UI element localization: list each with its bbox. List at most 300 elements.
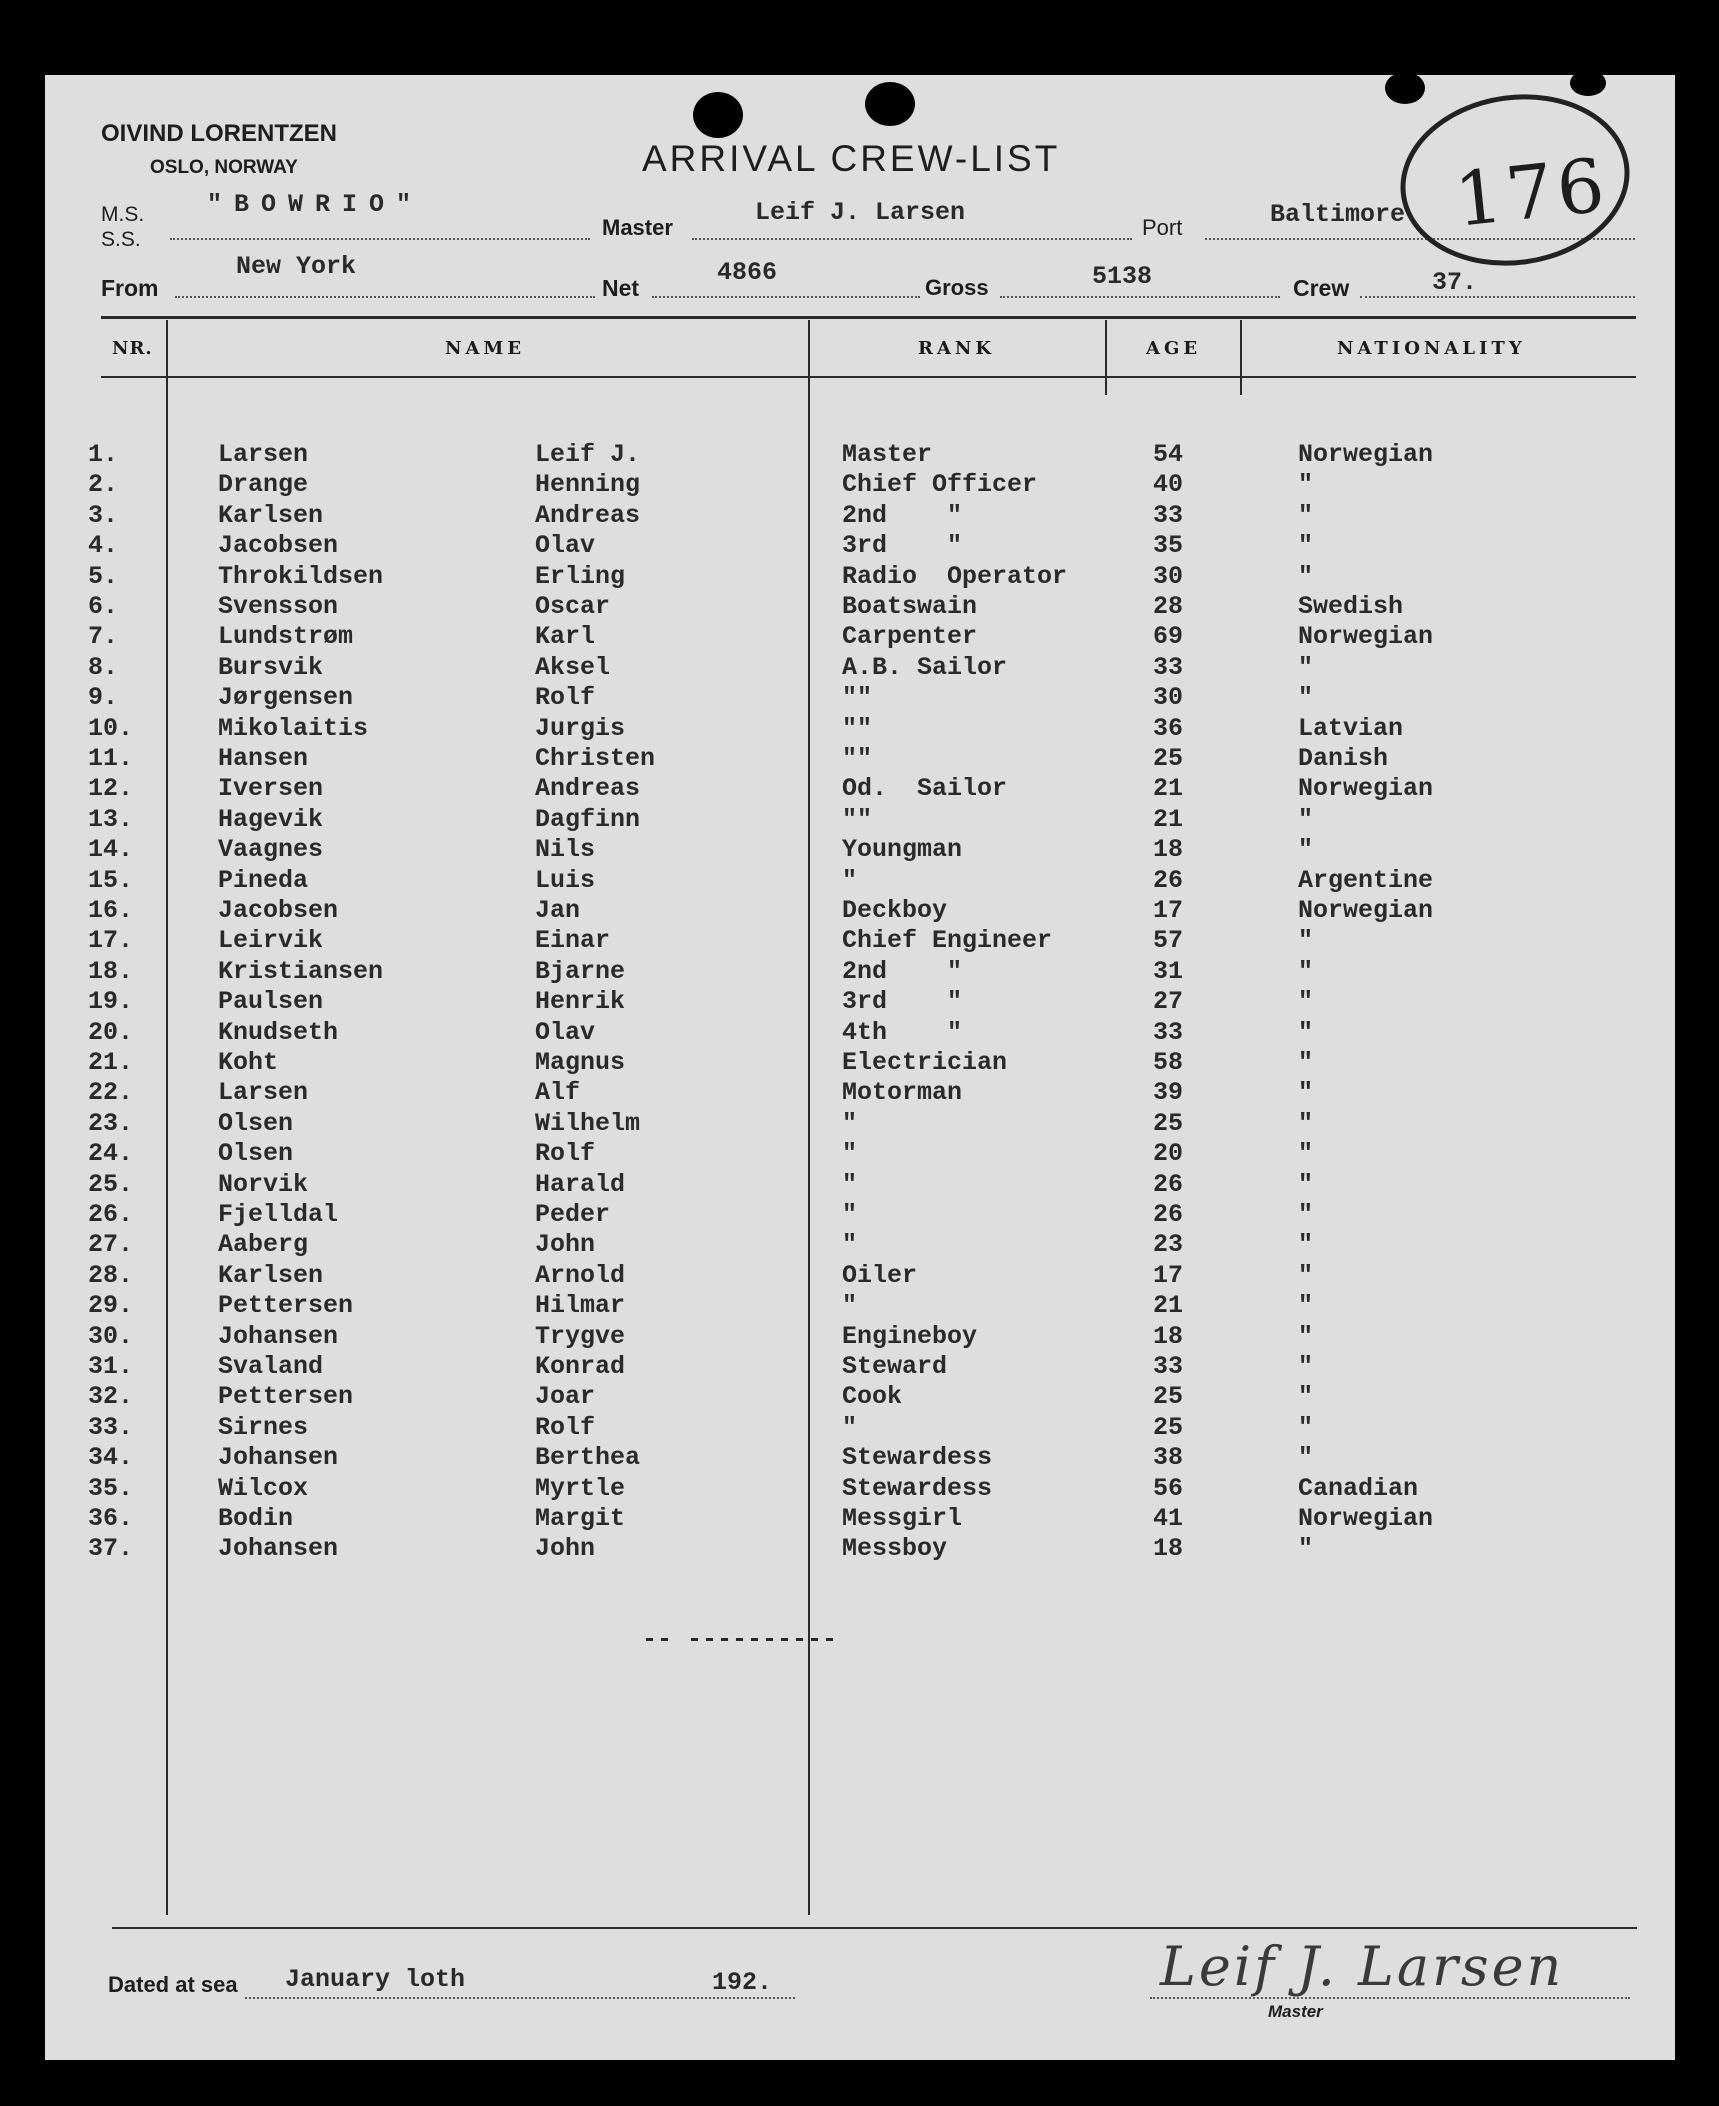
crew-nr: 28. <box>88 1260 134 1290</box>
crew-age: 33 <box>1153 652 1184 682</box>
crew-surname: Pineda <box>218 865 309 895</box>
crew-surname: Larsen <box>218 1078 309 1108</box>
table-row <box>0 501 1719 531</box>
crew-surname: Pettersen <box>218 1291 354 1321</box>
crew-nr: 13. <box>88 804 134 834</box>
crew-surname: Johansen <box>218 1534 339 1564</box>
crew-surname: Larsen <box>218 440 309 469</box>
table-row <box>0 1413 1719 1443</box>
crew-nationality: " <box>1298 1230 1314 1260</box>
table-row <box>0 987 1719 1017</box>
crew-age: 18 <box>1153 1534 1184 1564</box>
crew-given-name: Dagfinn <box>535 804 641 834</box>
crew-age: 35 <box>1153 531 1184 561</box>
table-row <box>0 926 1719 956</box>
crew-nr: 29. <box>88 1291 134 1321</box>
crew-surname: Paulsen <box>218 987 324 1017</box>
table-row <box>0 1078 1719 1108</box>
crew-nationality: " <box>1298 1139 1314 1169</box>
column-header-name: NAME <box>445 338 526 359</box>
master-label: Master <box>602 215 673 240</box>
crew-nationality: Canadian <box>1298 1473 1419 1503</box>
table-row <box>0 1291 1719 1321</box>
table-row <box>0 1139 1719 1169</box>
crew-surname: Svaland <box>218 1352 324 1381</box>
crew-age: 18 <box>1153 835 1184 865</box>
table-row <box>0 896 1719 926</box>
crew-rank: " <box>842 1169 858 1199</box>
table-row <box>0 592 1719 622</box>
from-value: New York <box>236 252 357 281</box>
table-row <box>0 1474 1719 1504</box>
crew-nationality: Norwegian <box>1298 622 1434 652</box>
crew-nr: 12. <box>88 774 134 804</box>
crew-nr: 16. <box>88 896 134 925</box>
crew-given-name: Jurgis <box>535 713 626 743</box>
table-row <box>0 774 1719 804</box>
table-row <box>0 1200 1719 1230</box>
crew-rank: Electrician <box>842 1048 1008 1077</box>
crew-surname: Jacobsen <box>218 531 339 561</box>
crew-given-name: Henning <box>535 470 641 500</box>
crew-age: 30 <box>1153 561 1184 591</box>
crew-given-name: Henrik <box>535 987 626 1017</box>
crew-given-name: Berthea <box>535 1443 641 1473</box>
date-value: January loth <box>285 1965 466 1994</box>
crew-nationality: Norwegian <box>1298 1504 1434 1533</box>
master-caption: Master <box>1268 2002 1323 2021</box>
crew-age: 58 <box>1153 1048 1184 1077</box>
crew-given-name: Myrtle <box>535 1473 626 1503</box>
crew-surname: Kristiansen <box>218 956 384 986</box>
master-dotted-line <box>692 238 1132 240</box>
crew-surname: Fjelldal <box>218 1200 339 1229</box>
crew-age: 21 <box>1153 774 1184 804</box>
crew-surname: Karlsen <box>218 500 324 530</box>
crew-nationality: " <box>1298 1200 1314 1229</box>
crew-given-name: Arnold <box>535 1260 626 1290</box>
crew-age: 18 <box>1153 1321 1184 1351</box>
crew-surname: Johansen <box>218 1321 339 1351</box>
crew-given-name: Rolf <box>535 1139 596 1169</box>
net-value: 4866 <box>717 258 778 287</box>
crew-given-name: Alf <box>535 1078 581 1108</box>
crew-age: 33 <box>1153 1352 1184 1381</box>
crew-rank: 3rd " <box>842 531 963 561</box>
crew-nr: 9. <box>88 683 119 713</box>
crew-age: 38 <box>1153 1443 1184 1473</box>
crew-nationality: " <box>1298 835 1314 865</box>
crew-surname: Olsen <box>218 1139 294 1169</box>
crew-value: 37. <box>1432 268 1478 297</box>
crew-given-name: Konrad <box>535 1352 626 1381</box>
crew-age: 36 <box>1153 713 1184 743</box>
table-row <box>0 1170 1719 1200</box>
page-title: ARRIVAL CREW-LIST <box>642 138 1061 179</box>
crew-given-name: Rolf <box>535 683 596 713</box>
crew-surname: Svensson <box>218 592 339 621</box>
table-row <box>0 835 1719 865</box>
ss-label: S.S. <box>101 228 141 251</box>
gross-value: 5138 <box>1092 262 1153 291</box>
crew-nationality: " <box>1298 1108 1314 1138</box>
crew-rank: "" <box>842 683 873 713</box>
table-row <box>0 1261 1719 1291</box>
crew-nationality: " <box>1298 1260 1314 1290</box>
master-value: Leif J. Larsen <box>755 198 966 227</box>
crew-nationality: " <box>1298 987 1314 1017</box>
crew-nationality: " <box>1298 1169 1314 1199</box>
crew-given-name: John <box>535 1230 596 1260</box>
crew-nationality: " <box>1298 470 1314 500</box>
crew-age: 56 <box>1153 1473 1184 1503</box>
crew-nr: 8. <box>88 652 119 682</box>
crew-rank: Stewardess <box>842 1443 993 1473</box>
crew-given-name: Harald <box>535 1169 626 1199</box>
crew-rank: Chief Officer <box>842 470 1038 500</box>
crew-rank: " <box>842 865 858 895</box>
crew-age: 23 <box>1153 1230 1184 1260</box>
crew-age: 25 <box>1153 744 1184 773</box>
crew-nr: 31. <box>88 1352 134 1381</box>
crew-age: 30 <box>1153 683 1184 713</box>
crew-nr: 18. <box>88 956 134 986</box>
crew-rank: Carpenter <box>842 622 978 652</box>
crew-nationality: Norwegian <box>1298 774 1434 804</box>
crew-age: 17 <box>1153 1260 1184 1290</box>
table-row <box>0 805 1719 835</box>
crew-age: 57 <box>1153 926 1184 956</box>
crew-age: 25 <box>1153 1382 1184 1412</box>
crew-nationality: " <box>1298 500 1314 530</box>
crew-age: 40 <box>1153 470 1184 500</box>
crew-rank: " <box>842 1200 858 1229</box>
crew-nationality: " <box>1298 652 1314 682</box>
table-row <box>0 440 1719 470</box>
crew-nr: 33. <box>88 1412 134 1442</box>
table-row <box>0 1504 1719 1534</box>
crew-nationality: " <box>1298 1534 1314 1564</box>
signature-dotted-line <box>1150 1997 1630 1999</box>
crew-nr: 20. <box>88 1017 134 1047</box>
crew-given-name: John <box>535 1534 596 1564</box>
crew-surname: Johansen <box>218 1443 339 1473</box>
crew-given-name: Hilmar <box>535 1291 626 1321</box>
crew-surname: Koht <box>218 1048 279 1077</box>
crew-nr: 1. <box>88 440 119 469</box>
crew-age: 21 <box>1153 1291 1184 1321</box>
crew-rank: 4th " <box>842 1017 963 1047</box>
crew-nr: 25. <box>88 1169 134 1199</box>
crew-surname: Wilcox <box>218 1473 309 1503</box>
crew-nationality: Danish <box>1298 744 1389 773</box>
crew-nr: 27. <box>88 1230 134 1260</box>
crew-age: 28 <box>1153 592 1184 621</box>
crew-surname: Mikolaitis <box>218 713 369 743</box>
table-row <box>0 866 1719 896</box>
crew-nationality: Latvian <box>1298 713 1404 743</box>
crew-nr: 2. <box>88 470 119 500</box>
crew-nationality: " <box>1298 1048 1314 1077</box>
crew-surname: Iversen <box>218 774 324 804</box>
crew-age: 27 <box>1153 987 1184 1017</box>
crew-rank: A.B. Sailor <box>842 652 1008 682</box>
crew-rank: 3rd " <box>842 987 963 1017</box>
crew-given-name: Trygve <box>535 1321 626 1351</box>
port-label: Port <box>1142 215 1183 240</box>
crew-nr: 7. <box>88 622 119 652</box>
crew-rank: " <box>842 1139 858 1169</box>
crew-given-name: Bjarne <box>535 956 626 986</box>
crew-age: 54 <box>1153 440 1184 469</box>
crew-given-name: Christen <box>535 744 656 773</box>
crew-nationality: " <box>1298 683 1314 713</box>
table-row <box>0 683 1719 713</box>
crew-rank: Engineboy <box>842 1321 978 1351</box>
crew-surname: Jørgensen <box>218 683 354 713</box>
crew-surname: Jacobsen <box>218 896 339 925</box>
crew-rank: " <box>842 1412 858 1442</box>
table-row <box>0 1109 1719 1139</box>
footer-rule <box>112 1927 1637 1929</box>
crew-nr: 3. <box>88 500 119 530</box>
crew-nationality: " <box>1298 1412 1314 1442</box>
crew-rank: Od. Sailor <box>842 774 1008 804</box>
crew-given-name: Aksel <box>535 652 611 682</box>
reference-number: 176 <box>1450 142 1613 244</box>
crew-rank: Oiler <box>842 1260 918 1290</box>
company-name: OIVIND LORENTZEN <box>101 120 338 147</box>
column-header-age: AGE <box>1146 338 1202 359</box>
crew-nr: 26. <box>88 1200 134 1229</box>
crew-given-name: Einar <box>535 926 611 956</box>
table-row <box>0 744 1719 774</box>
table-row <box>0 957 1719 987</box>
crew-nr: 22. <box>88 1078 134 1108</box>
crew-rank: Stewardess <box>842 1473 993 1503</box>
crew-age: 26 <box>1153 1200 1184 1229</box>
crew-rank: Messboy <box>842 1534 948 1564</box>
from-dotted-line <box>175 296 595 298</box>
crew-given-name: Magnus <box>535 1048 626 1077</box>
crew-surname: Bodin <box>218 1504 294 1533</box>
crew-surname: Sirnes <box>218 1412 309 1442</box>
end-marker: -- ---------- <box>642 1625 838 1654</box>
gross-label: Gross <box>925 275 989 300</box>
crew-surname: Pettersen <box>218 1382 354 1412</box>
year-value: 192. <box>712 1968 773 1997</box>
crew-dotted-line <box>1360 296 1635 298</box>
crew-surname: Vaagnes <box>218 835 324 865</box>
column-header-rank: RANK <box>918 338 996 359</box>
crew-nationality: " <box>1298 1382 1314 1412</box>
crew-nationality: " <box>1298 531 1314 561</box>
table-row <box>0 1382 1719 1412</box>
crew-age: 26 <box>1153 1169 1184 1199</box>
crew-given-name: Andreas <box>535 774 641 804</box>
net-dotted-line <box>652 296 920 298</box>
date-dotted-line <box>245 1997 795 1999</box>
crew-rank: " <box>842 1230 858 1260</box>
crew-nationality: Norwegian <box>1298 896 1434 925</box>
crew-nr: 11. <box>88 744 134 773</box>
crew-rank: Deckboy <box>842 896 948 925</box>
crew-nr: 6. <box>88 592 119 621</box>
crew-nationality: " <box>1298 926 1314 956</box>
table-top-rule <box>101 316 1636 319</box>
crew-nationality: " <box>1298 1078 1314 1108</box>
crew-age: 17 <box>1153 896 1184 925</box>
crew-age: 25 <box>1153 1412 1184 1442</box>
crew-nr: 19. <box>88 987 134 1017</box>
crew-given-name: Oscar <box>535 592 611 621</box>
crew-nr: 32. <box>88 1382 134 1412</box>
crew-nationality: " <box>1298 956 1314 986</box>
crew-surname: Norvik <box>218 1169 309 1199</box>
table-row <box>0 1230 1719 1260</box>
crew-rank: Motorman <box>842 1078 963 1108</box>
crew-rank: "" <box>842 713 873 743</box>
crew-nationality: " <box>1298 1321 1314 1351</box>
crew-nr: 37. <box>88 1534 134 1564</box>
table-header-rule <box>101 376 1636 378</box>
crew-rank: " <box>842 1108 858 1138</box>
table-row <box>0 1443 1719 1473</box>
crew-nr: 23. <box>88 1108 134 1138</box>
table-row <box>0 714 1719 744</box>
crew-rank: Steward <box>842 1352 948 1381</box>
crew-surname: Bursvik <box>218 652 324 682</box>
table-row <box>0 470 1719 500</box>
crew-nationality: " <box>1298 1352 1314 1381</box>
table-row <box>0 1322 1719 1352</box>
table-row <box>0 1018 1719 1048</box>
crew-age: 21 <box>1153 804 1184 834</box>
crew-surname: Leirvik <box>218 926 324 956</box>
table-row <box>0 1048 1719 1078</box>
crew-rank: Radio Operator <box>842 561 1068 591</box>
crew-age: 39 <box>1153 1078 1184 1108</box>
crew-nationality: " <box>1298 561 1314 591</box>
gross-dotted-line <box>1000 296 1280 298</box>
vessel-name: "BOWRIO" <box>207 190 424 219</box>
crew-nationality: " <box>1298 804 1314 834</box>
punch-hole <box>1385 72 1425 104</box>
port-value: Baltimore <box>1270 200 1406 229</box>
table-row <box>0 622 1719 652</box>
crew-surname: Olsen <box>218 1108 294 1138</box>
crew-surname: Drange <box>218 470 309 500</box>
crew-rank: Boatswain <box>842 592 978 621</box>
col-divider <box>1240 320 1242 395</box>
dated-label: Dated at sea <box>108 1972 238 1997</box>
crew-surname: Karlsen <box>218 1260 324 1290</box>
crew-age: 33 <box>1153 1017 1184 1047</box>
crew-rank: Messgirl <box>842 1504 963 1533</box>
crew-nr: 5. <box>88 561 119 591</box>
crew-nr: 4. <box>88 531 119 561</box>
crew-nr: 35. <box>88 1473 134 1503</box>
table-row <box>0 1352 1719 1382</box>
crew-age: 69 <box>1153 622 1184 652</box>
crew-surname: Throkildsen <box>218 561 384 591</box>
table-row <box>0 1534 1719 1564</box>
crew-surname: Lundstrøm <box>218 622 354 652</box>
crew-given-name: Nils <box>535 835 596 865</box>
table-row <box>0 653 1719 683</box>
crew-age: 20 <box>1153 1139 1184 1169</box>
crew-surname: Knudseth <box>218 1017 339 1047</box>
crew-given-name: Joar <box>535 1382 596 1412</box>
master-signature: Leif J. Larsen <box>1160 1935 1565 1998</box>
column-header-nationality: NATIONALITY <box>1337 338 1526 359</box>
crew-rank: Cook <box>842 1382 903 1412</box>
crew-given-name: Olav <box>535 531 596 561</box>
net-label: Net <box>602 275 640 301</box>
crew-nationality: " <box>1298 1017 1314 1047</box>
crew-rank: Chief Engineer <box>842 926 1053 956</box>
crew-given-name: Erling <box>535 561 626 591</box>
crew-surname: Aaberg <box>218 1230 309 1260</box>
crew-given-name: Wilhelm <box>535 1108 641 1138</box>
punch-hole <box>1570 70 1606 96</box>
table-row <box>0 531 1719 561</box>
crew-nr: 30. <box>88 1321 134 1351</box>
column-header-nr: NR. <box>112 338 153 359</box>
ms-label: M.S. <box>101 203 145 226</box>
crew-given-name: Andreas <box>535 500 641 530</box>
crew-given-name: Margit <box>535 1504 626 1533</box>
punch-hole <box>693 92 743 138</box>
crew-nr: 34. <box>88 1443 134 1473</box>
vessel-dotted-line <box>170 238 590 240</box>
crew-nationality: Argentine <box>1298 865 1434 895</box>
crew-given-name: Olav <box>535 1017 596 1047</box>
crew-nr: 17. <box>88 926 134 956</box>
crew-nationality: Norwegian <box>1298 440 1434 469</box>
crew-age: 41 <box>1153 1504 1184 1533</box>
crew-rank: Youngman <box>842 835 963 865</box>
col-divider <box>1105 320 1107 395</box>
crew-nationality: Swedish <box>1298 592 1404 621</box>
crew-rank: 2nd " <box>842 956 963 986</box>
crew-nationality: " <box>1298 1443 1314 1473</box>
crew-rank: " <box>842 1291 858 1321</box>
punch-hole <box>865 82 915 126</box>
crew-nr: 36. <box>88 1504 134 1533</box>
crew-given-name: Peder <box>535 1200 611 1229</box>
company-city: OSLO, NORWAY <box>150 157 298 178</box>
crew-given-name: Leif J. <box>535 440 641 469</box>
crew-nr: 14. <box>88 835 134 865</box>
crew-age: 31 <box>1153 956 1184 986</box>
crew-surname: Hagevik <box>218 804 324 834</box>
crew-nr: 10. <box>88 713 134 743</box>
crew-rank: 2nd " <box>842 500 963 530</box>
crew-nr: 21. <box>88 1048 134 1077</box>
crew-age: 33 <box>1153 500 1184 530</box>
table-row <box>0 562 1719 592</box>
crew-nationality: " <box>1298 1291 1314 1321</box>
crew-age: 26 <box>1153 865 1184 895</box>
crew-surname: Hansen <box>218 744 309 773</box>
crew-given-name: Rolf <box>535 1412 596 1442</box>
crew-rank: "" <box>842 804 873 834</box>
crew-given-name: Jan <box>535 896 581 925</box>
crew-nr: 15. <box>88 865 134 895</box>
crew-rank: Master <box>842 440 933 469</box>
crew-age: 25 <box>1153 1108 1184 1138</box>
